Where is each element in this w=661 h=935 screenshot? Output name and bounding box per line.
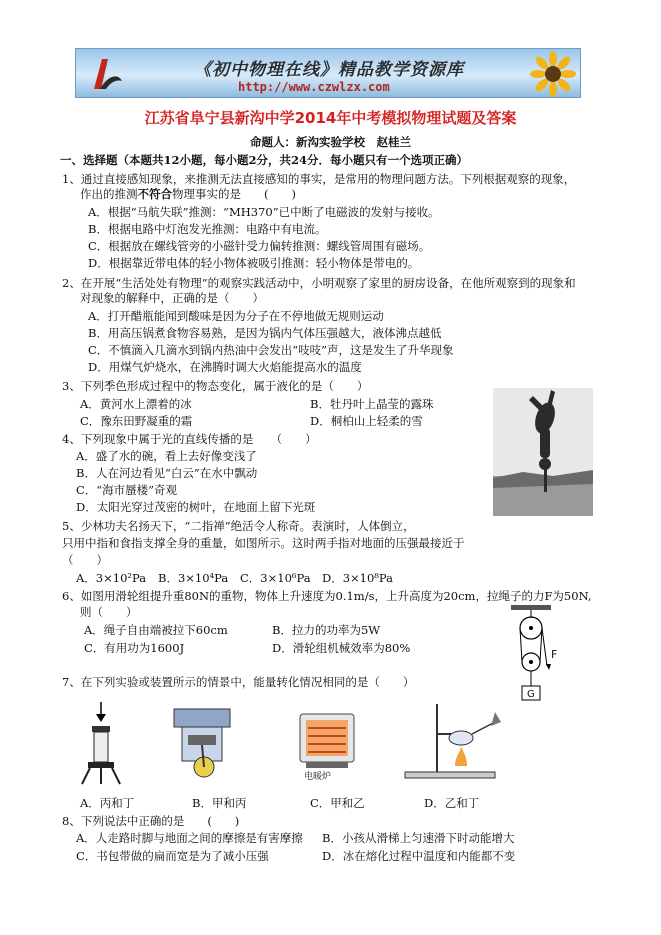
q3-stem: 3、下列季色形成过程中的物态变化，属于液化的是（ ） xyxy=(62,379,369,393)
q2-stem-1: 2、在开展“生活处处有物理”的观察实践活动中，小明观察了家里的厨房设备，在他所观察到的现象和 xyxy=(62,276,576,290)
q1-option-a: A．根据“马航失联”推测：“MH370”已中断了电磁波的发射与接收。 xyxy=(88,205,440,219)
section-heading: 一、选择题（本题共12小题，每小题2分，共24分．每小题只有一个选项正确） xyxy=(60,153,469,167)
q2-option-b: B．用高压锅煮食物容易熟，是因为锅内气体压强越大，液体沸点越低 xyxy=(88,326,442,340)
q2-option-a: A．打开醋瓶能闻到酸味是因为分子在不停地做无规则运动 xyxy=(88,309,384,323)
q2-option-c: C．不慎滴入几滴水到锅内热油中会发出“吱吱”声，这是发生了升华现象 xyxy=(88,343,454,357)
q3-option-a: A．黄河水上漂着的冰 xyxy=(80,397,192,411)
document-title: 江苏省阜宁县新沟中学2014年中考模拟物理试题及答案 xyxy=(144,109,517,127)
q1-stem-1: 1、通过直接感知现象，来推测无法直接感知的事实，是常用的物理问题方法。下列根据观察的现象， xyxy=(62,172,576,186)
q1-stem-2: 作出的推测不符合物理事实的是 ( ) xyxy=(80,187,296,201)
figure-yi-engine xyxy=(170,705,234,783)
q5-option-d: D．3×10⁸Pa xyxy=(322,571,393,585)
q7-option-b: B．甲和丙 xyxy=(192,796,247,810)
q6-option-b: B．拉力的功率为5W xyxy=(272,623,381,637)
q8-stem: 8、下列说法中正确的是 ( ) xyxy=(62,814,240,828)
q4-option-a: A．盛了水的碗，看上去好像变浅了 xyxy=(76,449,257,463)
q3-option-c: C．豫东田野凝重的霜 xyxy=(80,414,193,428)
q8-option-d: D．冰在熔化过程中温度和内能都不变 xyxy=(322,849,516,863)
q5-option-c: C．3×10⁶Pa xyxy=(240,571,311,585)
q7-stem: 7、在下列实验或装置所示的情景中，能量转化情况相同的是（ ） xyxy=(62,675,415,689)
q7-option-a: A．丙和丁 xyxy=(80,796,135,810)
q6-option-a: A．绳子自由端被拉下60cm xyxy=(84,623,228,637)
q6-stem-1: 6、如图用滑轮组提升重80N的重物，物体上升速度为0.1m/s，上升高度为20cm，拉绳子的力F为50N, xyxy=(62,589,592,603)
figure-bing-heater xyxy=(298,712,356,772)
q3-option-b: B．牡丹叶上晶莹的露珠 xyxy=(310,397,434,411)
logo-icon xyxy=(86,55,126,93)
heater-label: 电暖炉 xyxy=(304,772,332,782)
q7-option-c: C．甲和乙 xyxy=(310,796,365,810)
q5-option-b: B．3×10⁴Pa xyxy=(158,571,229,585)
figure-jia-compression xyxy=(76,698,126,786)
banner-title: 《初中物理在线》精品教学资源库 xyxy=(194,60,464,80)
q3-option-d: D．桐柏山上轻柔的雪 xyxy=(310,414,423,428)
q4-option-d: D．太阳光穿过茂密的树叶，在地面上留下光斑 xyxy=(76,500,316,514)
q4-option-b: B．人在河边看见“白云”在水中飘动 xyxy=(76,466,258,480)
q2-option-d: D．用煤气炉烧水，在沸腾时调大火焰能提高水的温度 xyxy=(88,360,362,374)
q5-option-a: A．3×10²Pa xyxy=(76,571,147,585)
header-banner xyxy=(75,48,581,98)
banner-url[interactable]: http://www.czwlzx.com xyxy=(238,80,390,94)
q5-stem-1: 5、少林功夫名扬天下，“二指禅”绝活令人称奇。表演时，人体倒立， xyxy=(62,519,415,533)
q7-option-d: D．乙和丁 xyxy=(424,796,480,810)
q8-option-a: A．人走路时脚与地面之间的摩擦是有害摩擦 xyxy=(76,831,303,845)
q6-option-d: D．滑轮组机械效率为80% xyxy=(272,641,411,655)
figure-ding-steam xyxy=(395,700,505,782)
q1-option-b: B．根据电路中灯泡发光推测：电路中有电流。 xyxy=(88,222,327,236)
q5-stem-3: （ ） xyxy=(62,553,108,567)
q5-stem-2: 只用中指和食指支撑全身的重量，如图所示。这时两手指对地面的压强最接近于 xyxy=(62,536,465,550)
q4-option-c: C．“海市蜃楼”奇观 xyxy=(76,483,178,497)
sunflower-icon xyxy=(530,51,576,97)
q6-option-c: C．有用功为1600J xyxy=(84,641,185,655)
q4-stem: 4、下列现象中属于光的直线传播的是 （ ） xyxy=(62,432,317,446)
handstand-photo xyxy=(493,388,593,516)
q6-stem-2: 则（ ） xyxy=(80,605,138,619)
q2-stem-2: 对现象的解释中，正确的是（ ） xyxy=(80,291,264,305)
q8-option-c: C．书包带做的扁而宽是为了减小压强 xyxy=(76,849,269,863)
q1-option-c: C．根据放在螺线管旁的小磁针受力偏转推测：螺线管周围有磁场。 xyxy=(88,239,431,253)
q1-option-d: D．根据靠近带电体的轻小物体被吸引推测：轻小物体是带电的。 xyxy=(88,256,420,270)
pulley-label-f: F xyxy=(551,648,558,661)
document-author: 命题人：新沟实验学校 赵桂兰 xyxy=(250,135,411,149)
pulley-label-g: G xyxy=(527,689,535,700)
q8-option-b: B．小孩从滑梯上匀速滑下时动能增大 xyxy=(322,831,515,845)
